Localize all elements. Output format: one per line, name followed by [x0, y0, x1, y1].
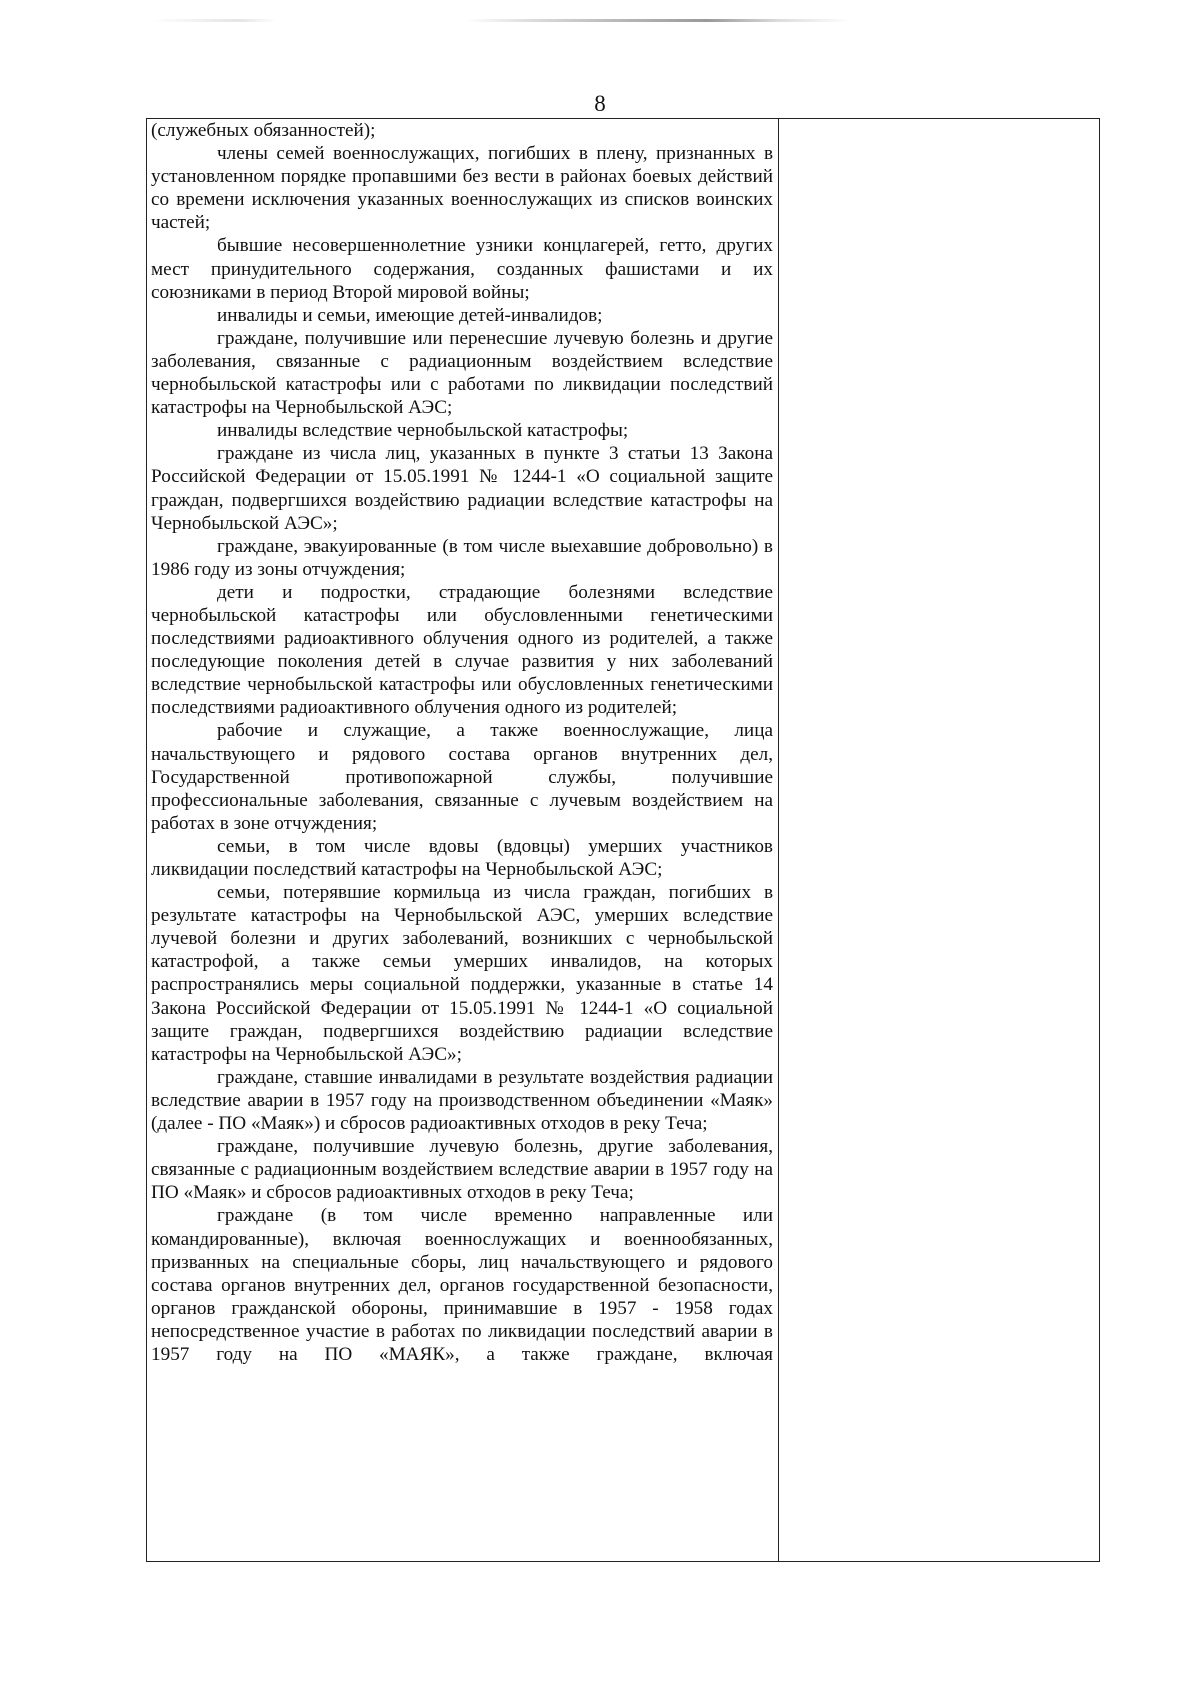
list-item: инвалиды и семьи, имеющие детей-инвалидов; — [217, 304, 603, 326]
list-item: инвалиды вследствие чернобыльской катастрофы; — [217, 420, 629, 442]
list-item: семьи, потерявшие кормильца из числа граждан, погибших в результате катастрофы на Чернобыльской АЭС, умерших вследствие лучевой болезни и других заболеваний, возникших с чернобыльской катастрофой, а также семьи умерших инвалидов, на которых распространялись меры социальной поддержки, указанные в статье 14 Закона Российской Федерации от 15.05.1991 № 1244-1 «О социальной защите граждан, подвергшихся воздействию радиации вследствие катастрофы на Чернобыльской АЭС»; — [151, 882, 773, 1065]
list-item: рабочие и служащие, а также военнослужащие, лица начальствующего и рядового состава органов внутренних дел, Государственной противопожарной службы, получившие профессиональные заболевания, связанные с лучевым воздействием на работах в зоне отчуждения; — [151, 720, 773, 834]
table-right-column — [779, 119, 1099, 1561]
list-item: граждане, эвакуированные (в том числе выехавшие добровольно) в 1986 году из зоны отчуждения; — [151, 535, 773, 580]
list-item: граждане, получившие лучевую болезнь, другие заболевания, связанные с радиационным воздействием вследствие аварии в 1957 году на ПО «Маяк» и сбросов радиоактивных отходов в реку Теча; — [151, 1136, 773, 1204]
list-item: граждане из числа лиц, указанных в пункте 3 статьи 13 Закона Российской Федерации от 15.05.1991 № 1244-1 «О социальной защите граждан, подвергшихся воздействию радиации вследствие катастрофы на Чернобыльской АЭС»; — [151, 443, 773, 534]
table-left-column — [147, 119, 779, 1561]
list-item: бывшие несовершеннолетние узники концлагерей, гетто, других мест принудительного содержания, созданных фашистами и их союзниками в период Второй мировой войны; — [151, 235, 773, 303]
list-item: граждане (в том числе временно направленные или командированные), включая военнослужащих и военнообязанных, призванных на специальные сборы, лиц начальствующего и рядового состава органов внутренних дел, органов государственной безопасности, органов гражданской обороны, принимавшие в 1957 - 1958 годах непосредственное участие в работах по ликвидации последствий аварии в 1957 году на ПО «МАЯК», а также граждане, включая — [151, 1205, 773, 1365]
list-item: граждане, получившие или перенесшие лучевую болезнь и другие заболевания, связанные с радиационным воздействием вследствие чернобыльской катастрофы или с работами по ликвидации последствий катастрофы на Чернобыльской АЭС; — [151, 327, 773, 419]
list-item: (служебных обязанностей); — [151, 120, 376, 141]
list-item: дети и подростки, страдающие болезнями вследствие чернобыльской катастрофы или обусловленными генетическими последствиями радиоактивного облучения одного из родителей, а также последующие поколения детей в случае развития у них заболеваний вследствие чернобыльской катастрофы или обусловленных генетическими последствиями радиоактивного облучения одного из родителей; — [151, 581, 773, 719]
scan-artifact-line — [150, 19, 1050, 22]
list-item: члены семей военнослужащих, погибших в плену, признанных в установленном порядке пропавшими без вести в районах боевых действий со времени исключения указанных военнослужащих из списков воинских частей; — [151, 143, 773, 234]
list-item: граждане, ставшие инвалидами в результате воздействия радиации вследствие аварии в 1957 году на производственном объединении «Маяк» (далее - ПО «Маяк») и сбросов радиоактивных отходов в реку Теча; — [151, 1066, 773, 1135]
page-number: 8 — [594, 91, 606, 116]
list-item: семьи, в том числе вдовы (вдовцы) умерших участников ликвидации последствий катастрофы на Чернобыльской АЭС; — [151, 835, 773, 880]
document-table — [146, 118, 1100, 1562]
